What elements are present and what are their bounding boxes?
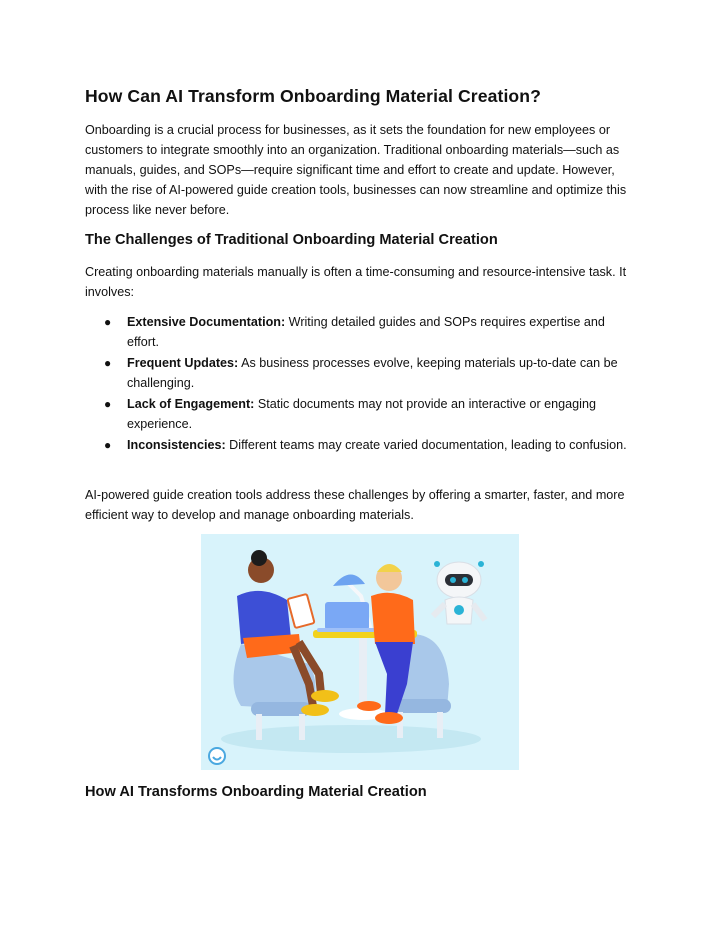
illustration-svg <box>201 534 519 770</box>
challenges-closing-paragraph: AI-powered guide creation tools address these challenges by offering a smarter, faster, and more efficient way to develop and manage onboarding materials. <box>85 488 625 522</box>
intro-paragraph: Onboarding is a crucial process for businesses, as it sets the foundation for new employees or customers to integrate smoothly into an organization. Traditional onboarding materials—such as manuals, guides, and SOPs—require significant time and effort to create and update. However, with the rise of AI-powered guide creation tools, businesses can now streamline and optimize this process like never before. <box>85 123 627 217</box>
challenges-list <box>85 312 637 456</box>
challenges-lead-paragraph: Creating onboarding materials manually is often a time-consuming and resource-intensive task. It involves: <box>85 265 627 299</box>
section-heading-how-ai: How AI Transforms Onboarding Material Creation <box>85 784 427 800</box>
left-chair <box>234 644 316 740</box>
list-item-term: Extensive Documentation: <box>127 315 286 329</box>
bullet-icon: ● <box>104 438 112 452</box>
bullet-icon: ● <box>104 397 112 411</box>
page-title: How Can AI Transform Onboarding Material Creation? <box>85 86 541 106</box>
robot-icon <box>433 561 485 624</box>
list-item-text: Static documents may not provide an interactive or engaging experience. <box>127 397 596 431</box>
list-item <box>85 353 637 393</box>
bullet-icon: ● <box>104 356 112 370</box>
laptop <box>317 602 375 632</box>
list-item-text: As business processes evolve, keeping materials up-to-date can be challenging. <box>127 356 618 390</box>
list-item-term: Inconsistencies: <box>127 438 226 452</box>
list-item-text: Different teams may create varied documentation, leading to confusion. <box>225 438 627 452</box>
onboarding-illustration <box>201 534 519 770</box>
bullet-icon: ● <box>104 315 112 329</box>
list-item <box>85 394 637 434</box>
section-heading-challenges: The Challenges of Traditional Onboarding Material Creation <box>85 232 498 248</box>
list-item-term: Lack of Engagement: <box>127 397 255 411</box>
list-item <box>85 312 637 352</box>
list-item-text: Writing detailed guides and SOPs requires expertise and effort. <box>127 315 605 349</box>
smile-logo-icon <box>209 748 225 764</box>
list-item <box>85 435 637 455</box>
list-item-term: Frequent Updates: <box>127 356 239 370</box>
